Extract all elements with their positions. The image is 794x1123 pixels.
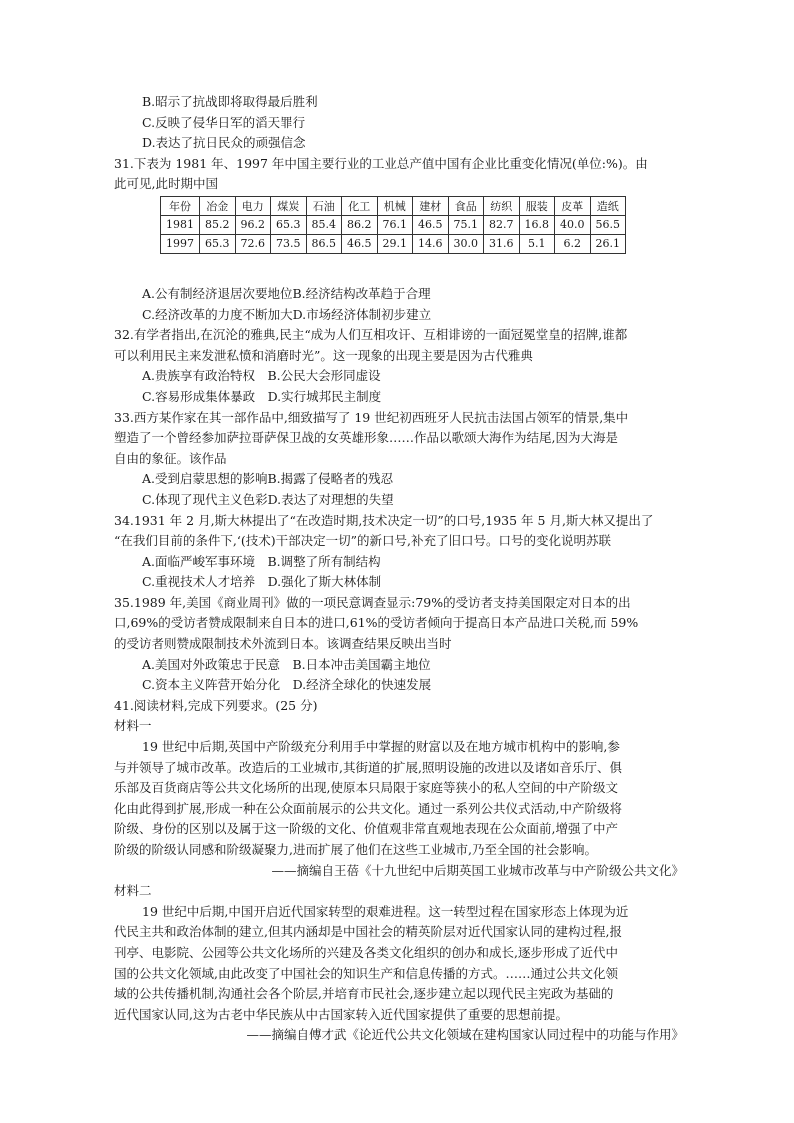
material-2-line: 近代国家认同,这为古老中华民族从中古国家转入近代国家提供了重要的思想前提。 [114, 1006, 568, 1022]
material-2-line: 代民主共和政治体制的建立,但其内涵却是中国社会的精英阶层对近代国家认同的建构过程,报 [114, 924, 622, 940]
table-header-cell: 皮革 [555, 196, 591, 215]
material-1-line: 化由此得到扩展,形成一种在公众面前展示的公共文化。通过一系列公共仪式活动,中产阶级将 [114, 800, 622, 816]
table-cell: 29.1 [377, 234, 413, 253]
q31-data-table [160, 196, 626, 254]
table-cell: 46.5 [342, 234, 378, 253]
table-cell: 85.4 [306, 215, 342, 234]
q33-stem-line-3: 自由的象征。该作品 [114, 450, 227, 466]
material-1-title: 材料一 [114, 718, 152, 734]
table-header-cell: 化工 [342, 196, 378, 215]
q41-stem: 41.阅读材料,完成下列要求。(25 分) [114, 697, 318, 713]
q35-options-ab: A.美国对外政策忠于民意 B.日本冲击美国霸主地位 [142, 656, 431, 672]
q32-options-cd: C.容易形成集体暴政 D.实行城邦民主制度 [142, 388, 382, 404]
table-cell: 75.1 [448, 215, 484, 234]
table-cell: 86.5 [306, 234, 342, 253]
table-header-row [161, 196, 626, 215]
table-header-cell: 造纸 [590, 196, 626, 215]
spacer [114, 256, 684, 284]
table-cell: 73.5 [271, 234, 307, 253]
material-2-source: ——摘编自傅才武《论近代公共文化领域在建构国家认同过程中的功能与作用》 [246, 1027, 684, 1043]
material-1-line: 与并领导了城市改革。改造后的工业城市,其街道的扩展,照明设施的改进以及诸如音乐厅、俱 [114, 759, 622, 775]
q35-stem-line-2: 口,69%的受访者赞成限制来自日本的进口,61%的受访者倾向于提高日本产品进口关税,而 59% [114, 615, 639, 631]
table-header-cell: 纺织 [484, 196, 520, 215]
table-cell: 85.2 [200, 215, 236, 234]
table-cell: 31.6 [484, 234, 520, 253]
q34-stem-line-1: 34.1931 年 2 月,斯大林提出了“在改造时期,技术决定一切”的口号,1935 年 5 月,斯大林又提出了 [114, 512, 654, 528]
q31-options-ab: A.公有制经济退居次要地位B.经济结构改革趋于合理 [142, 285, 431, 301]
q30-option-c: C.反映了侵华日军的滔天罪行 [142, 114, 306, 130]
table-header-cell: 石油 [306, 196, 342, 215]
material-2-line: 域的公共传播机制,沟通社会各个阶层,并培育市民社会,逐步建立起以现代民主宪政为基础的 [114, 986, 614, 1002]
table-cell: 14.6 [413, 234, 449, 253]
q34-options-cd: C.重视技术人才培养 D.强化了斯大林体制 [142, 574, 382, 590]
table-cell: 82.7 [484, 215, 520, 234]
table-cell: 40.0 [555, 215, 591, 234]
table-cell: 1981 [161, 215, 200, 234]
q35-options-cd: C.资本主义阵营开始分化 D.经济全球化的快速发展 [142, 677, 432, 693]
q30-option-d: D.表达了抗日民众的顽强信念 [142, 135, 306, 151]
q33-stem-line-1: 33.西方某作家在其一部作品中,细致描写了 19 世纪初西班牙人民抗击法国占领军的情景,集中 [114, 409, 629, 425]
table-cell: 56.5 [590, 215, 626, 234]
material-1-source: ——摘编自王蓓《十九世纪中后期英国工业城市改革与中产阶级公共文化》 [271, 862, 684, 878]
material-2-line: 19 世纪中后期,中国开启近代国家转型的艰难进程。这一转型过程在国家形态上体现为近 [142, 903, 629, 919]
material-2-title: 材料二 [114, 883, 152, 899]
table-header-cell: 建材 [413, 196, 449, 215]
q31-options-cd: C.经济改革的力度不断加大D.市场经济体制初步建立 [142, 306, 432, 322]
table-header-cell: 煤炭 [271, 196, 307, 215]
table-cell: 5.1 [519, 234, 555, 253]
table-header-cell: 食品 [448, 196, 484, 215]
table-row [161, 234, 626, 253]
table-cell: 86.2 [342, 215, 378, 234]
exam-page [114, 92, 684, 1046]
q32-stem-line-1: 32.有学者指出,在沉沦的雅典,民主“成为人们互相攻讦、互相诽谤的一面冠冕堂皇的招牌,谁都 [114, 327, 628, 343]
q31-stem-line-2: 此可见,此时期中国 [114, 176, 218, 192]
table-header-cell: 冶金 [200, 196, 236, 215]
q34-options-ab: A.面临严峻军事环境 B.调整了所有制结构 [142, 553, 381, 569]
table-cell: 6.2 [555, 234, 591, 253]
material-1-line: 阶级、身份的区别以及属于这一阶级的文化、价值观非常直观地表现在公众面前,增强了中产 [114, 821, 618, 837]
table-cell: 65.3 [271, 215, 307, 234]
q33-stem-line-2: 塑造了一个曾经参加萨拉哥萨保卫战的女英雄形象……作品以歌颂大海作为结尾,因为大海是 [114, 430, 618, 446]
table-cell: 46.5 [413, 215, 449, 234]
q34-stem-line-2: “在我们目前的条件下,‘(技术)干部决定一切”的新口号,补充了旧口号。口号的变化说明苏联 [114, 533, 611, 549]
table-row [161, 215, 626, 234]
q33-options-cd: C.体现了现代主义色彩D.表达了对理想的失望 [142, 491, 394, 507]
table-cell: 76.1 [377, 215, 413, 234]
material-1-line: 乐部及百货商店等公共文化场所的出现,使原本只局限于家庭等狭小的私人空间的中产阶级文 [114, 780, 618, 796]
table-cell: 65.3 [200, 234, 236, 253]
material-2-line: 刊亭、电影院、公园等公共文化场所的兴建及各类文化组织的创办和成长,逐步形成了近代中 [114, 944, 618, 960]
table-header-cell: 机械 [377, 196, 413, 215]
q35-stem-line-1: 35.1989 年,美国《商业周刊》做的一项民意调查显示:79%的受访者支持美国限定对日本的出 [114, 594, 631, 610]
q31-stem-line-1: 31.下表为 1981 年、1997 年中国主要行业的工业总产值中国有企业比重变化情况(单位:%)。由 [114, 155, 648, 171]
table-cell: 16.8 [519, 215, 555, 234]
table-cell: 26.1 [590, 234, 626, 253]
material-1-line: 19 世纪中后期,英国中产阶级充分利用手中掌握的财富以及在地方城市机构中的影响,参 [142, 739, 620, 755]
table-cell: 72.6 [235, 234, 271, 253]
q30-option-b: B.昭示了抗战即将取得最后胜利 [142, 94, 318, 109]
table-header-cell: 服装 [519, 196, 555, 215]
table-cell: 1997 [161, 234, 200, 253]
q32-stem-line-2: 可以利用民主来发泄私愤和消磨时光”。这一现象的出现主要是因为古代雅典 [114, 347, 533, 363]
q33-options-ab: A.受到启蒙思想的影响B.揭露了侵略者的残忍 [142, 471, 394, 487]
q35-stem-line-3: 的受访者则赞成限制技术外流到日本。该调查结果反映出当时 [114, 636, 452, 652]
table-header-cell: 年份 [161, 196, 200, 215]
q32-options-ab: A.贵族享有政治特权 B.公民大会形同虚设 [142, 368, 381, 384]
table-cell: 96.2 [235, 215, 271, 234]
table-header-cell: 电力 [235, 196, 271, 215]
material-2-line: 国的公共文化领域,由此改变了中国社会的知识生产和信息传播的方式。……通过公共文化领 [114, 965, 618, 981]
material-1-line: 阶级的阶级认同感和阶级凝聚力,进而扩展了他们在这些工业城市,乃至全国的社会影响。 [114, 842, 597, 857]
table-cell: 30.0 [448, 234, 484, 253]
